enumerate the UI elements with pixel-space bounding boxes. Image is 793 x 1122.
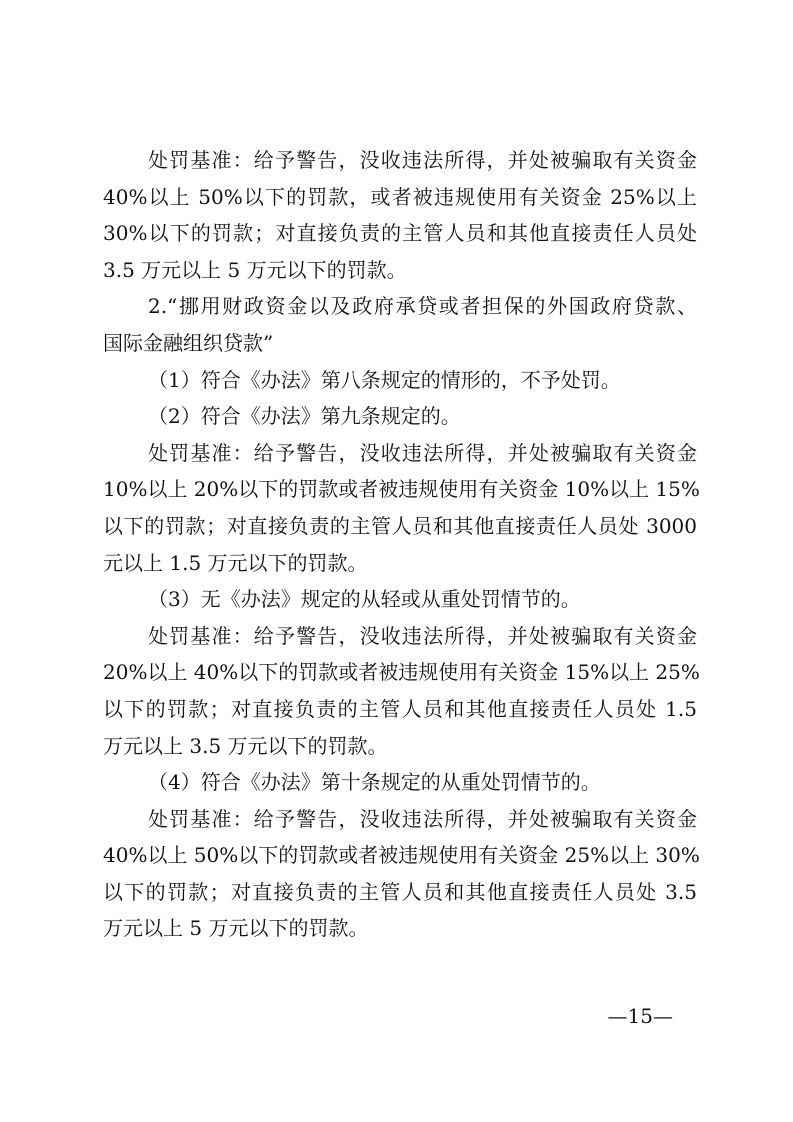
clause-line: （1）符合《办法》第八条规定的情形的，不予处罚。 <box>148 367 621 392</box>
clause-line: （4）符合《办法》第十条规定的从重处罚情节的。 <box>148 770 601 795</box>
paragraph-line: 万元以上 5 万元以下的罚款。 <box>103 916 369 941</box>
document-body <box>103 142 700 947</box>
paragraph-line: 处罚基准：给予警告，没收违法所得，并处被骗取有关资金 <box>148 623 697 648</box>
paragraph-line: 20%以上 40%以下的罚款或者被违规使用有关资金 15%以上 25% <box>103 660 700 685</box>
paragraph-line: 处罚基准：给予警告，没收违法所得，并处被骗取有关资金 <box>148 148 697 172</box>
paragraph-line: 10%以上 20%以下的罚款或者被违规使用有关资金 10%以上 15% <box>103 477 700 502</box>
paragraph-line: 元以上 1.5 万元以下的罚款。 <box>103 550 368 575</box>
paragraph-line: 处罚基准：给予警告，没收违法所得，并处被骗取有关资金 <box>148 440 697 465</box>
paragraph-line: 以下的罚款；对直接负责的主管人员和其他直接责任人员处 3.5 <box>103 879 697 904</box>
paragraph-line: 40%以上 50%以下的罚款或者被违规使用有关资金 25%以上 30% <box>103 843 700 868</box>
paragraph-line: 以下的罚款；对直接负责的主管人员和其他直接责任人员处 1.5 <box>103 696 697 721</box>
clause-line: （3）无《办法》规定的从轻或从重处罚情节的。 <box>148 587 581 612</box>
clause-line: （2）符合《办法》第九条规定的。 <box>148 404 461 429</box>
section-heading-line: 国际金融组织贷款” <box>103 330 274 355</box>
paragraph-line: 30%以下的罚款；对直接负责的主管人员和其他直接责任人员处 <box>103 221 697 246</box>
page-number: —15— <box>607 1004 673 1028</box>
paragraph-line: 万元以上 3.5 万元以下的罚款。 <box>103 733 388 758</box>
paragraph-line: 处罚基准：给予警告，没收违法所得，并处被骗取有关资金 <box>148 806 697 831</box>
paragraph-line: 以下的罚款；对直接负责的主管人员和其他直接责任人员处 3000 <box>103 513 697 538</box>
paragraph-line: 40%以上 50%以下的罚款，或者被违规使用有关资金 25%以上 <box>103 184 697 209</box>
paragraph-line: 3.5 万元以上 5 万元以下的罚款。 <box>103 257 407 282</box>
section-heading-line: 2.“挪用财政资金以及政府承贷或者担保的外国政府贷款、 <box>148 294 697 319</box>
